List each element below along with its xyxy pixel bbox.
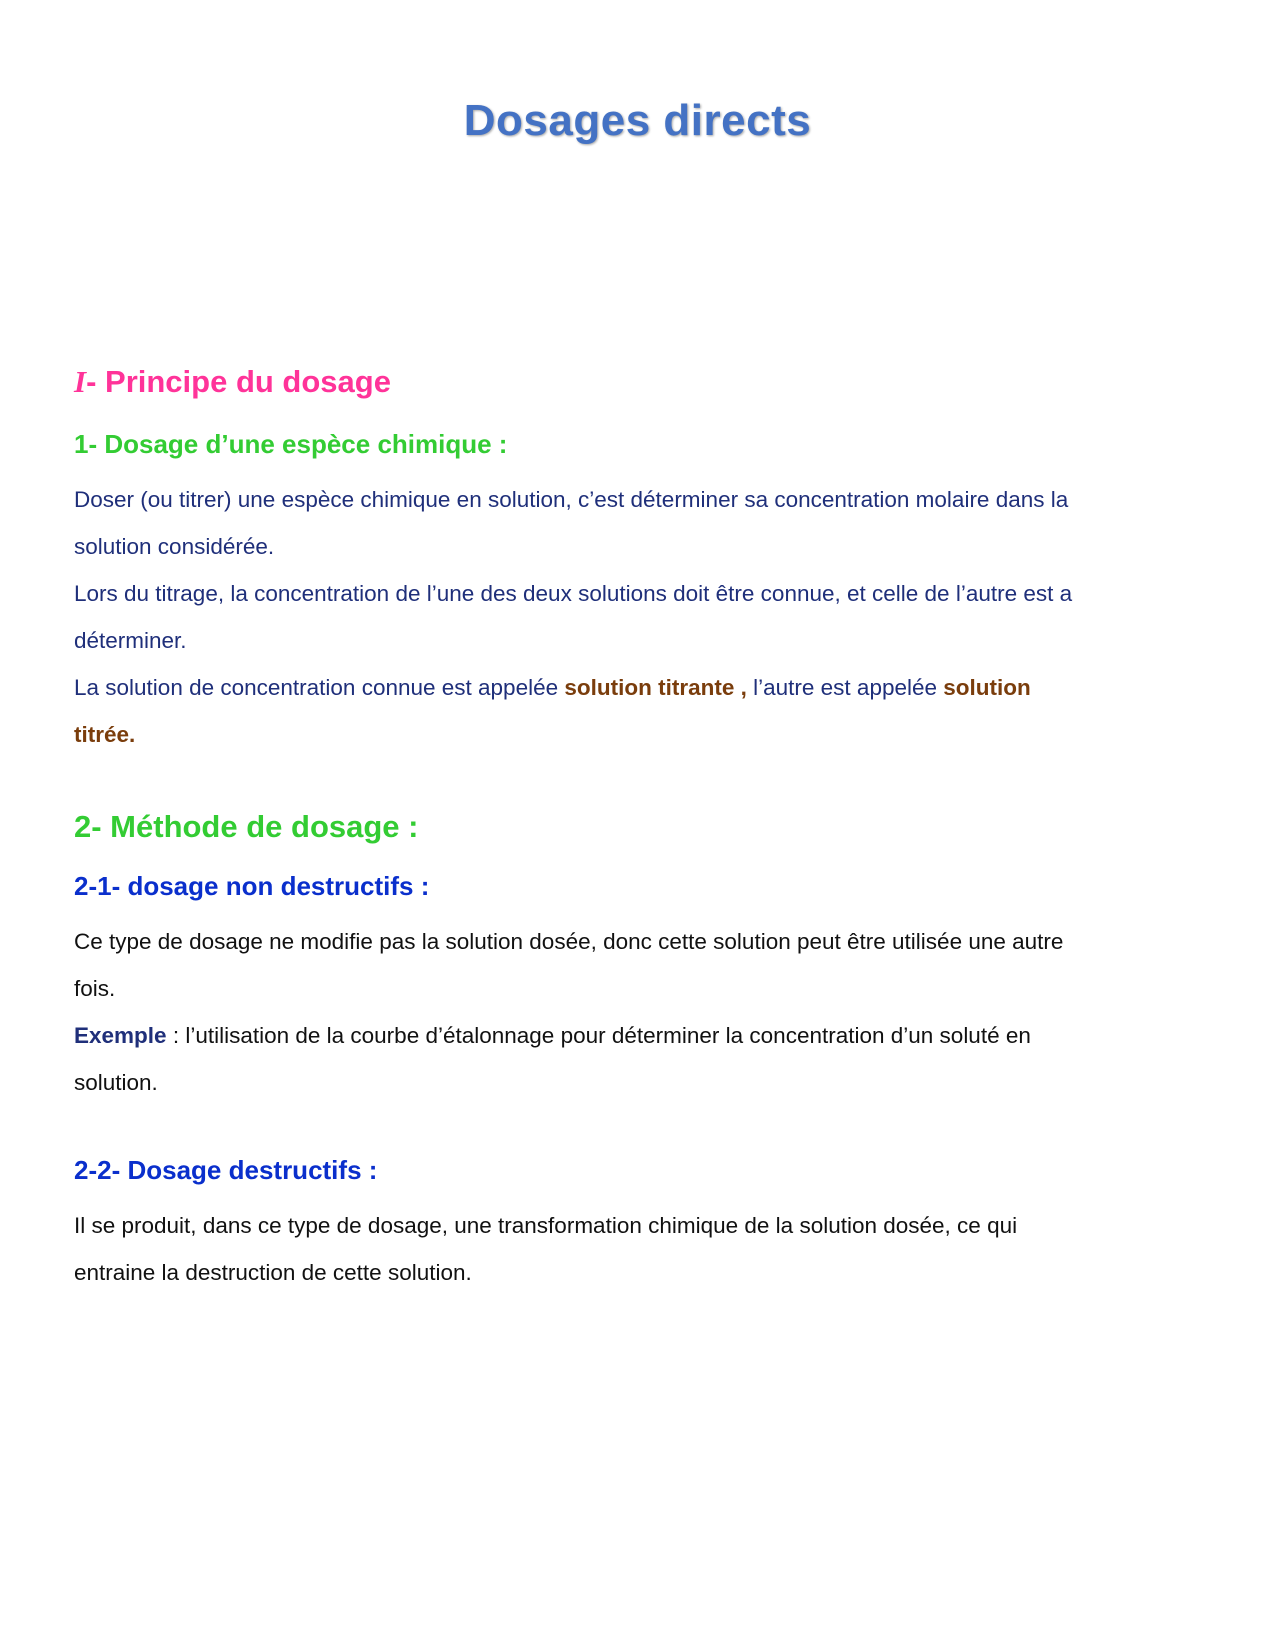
term-solution-titrante: solution titrante , [564,675,747,700]
text-line: Doser (ou titrer) une espèce chimique en solution, c’est déterminer sa concentration molaire dans la [74,487,1069,512]
text-line: entraine la destruction de cette solution. [74,1260,472,1285]
document-title: Dosages directs [463,96,812,145]
text-line: Lors du titrage, la concentration de l’une des deux solutions doit être connue, et celle de l’autre est a [74,581,1073,606]
term-solution: solution [943,675,1031,700]
subsubsection-heading-destructifs: 2-2- Dosage destructifs : [74,1155,378,1185]
text-line: Il se produit, dans ce type de dosage, une transformation chimique de la solution dosée, ce qui [74,1213,1018,1238]
paragraph-non-destructifs [74,918,1194,1106]
paragraph-definition [74,476,1194,758]
example-label: Exemple [74,1023,167,1048]
subsection-heading-methode: 2- Méthode de dosage : [74,809,419,844]
subsubsection-heading-non-destructifs: 2-1- dosage non destructifs : [74,871,430,901]
text-line: fois. [74,976,116,1001]
section-heading-text: - Principe du dosage [86,364,391,399]
text-line: solution considérée. [74,534,275,559]
roman-numeral: I [74,364,87,399]
text-line: Ce type de dosage ne modifie pas la solution dosée, donc cette solution peut être utilisée une autre [74,929,1064,954]
section-heading-principe [74,360,1194,404]
subsection-heading-dosage-espece: 1- Dosage d’une espèce chimique : [74,429,508,459]
text-line: déterminer. [74,628,187,653]
document-body [74,360,1194,1296]
text-line: solution. [74,1070,158,1095]
term-titree: titrée. [74,722,136,747]
paragraph-destructifs [74,1202,1194,1296]
text-segment: La solution de concentration connue est appelée [74,675,565,700]
text-segment: l’autre est appelée [746,675,944,700]
text-line: : l’utilisation de la courbe d’étalonnage pour déterminer la concentration d’un soluté en [166,1023,1031,1048]
